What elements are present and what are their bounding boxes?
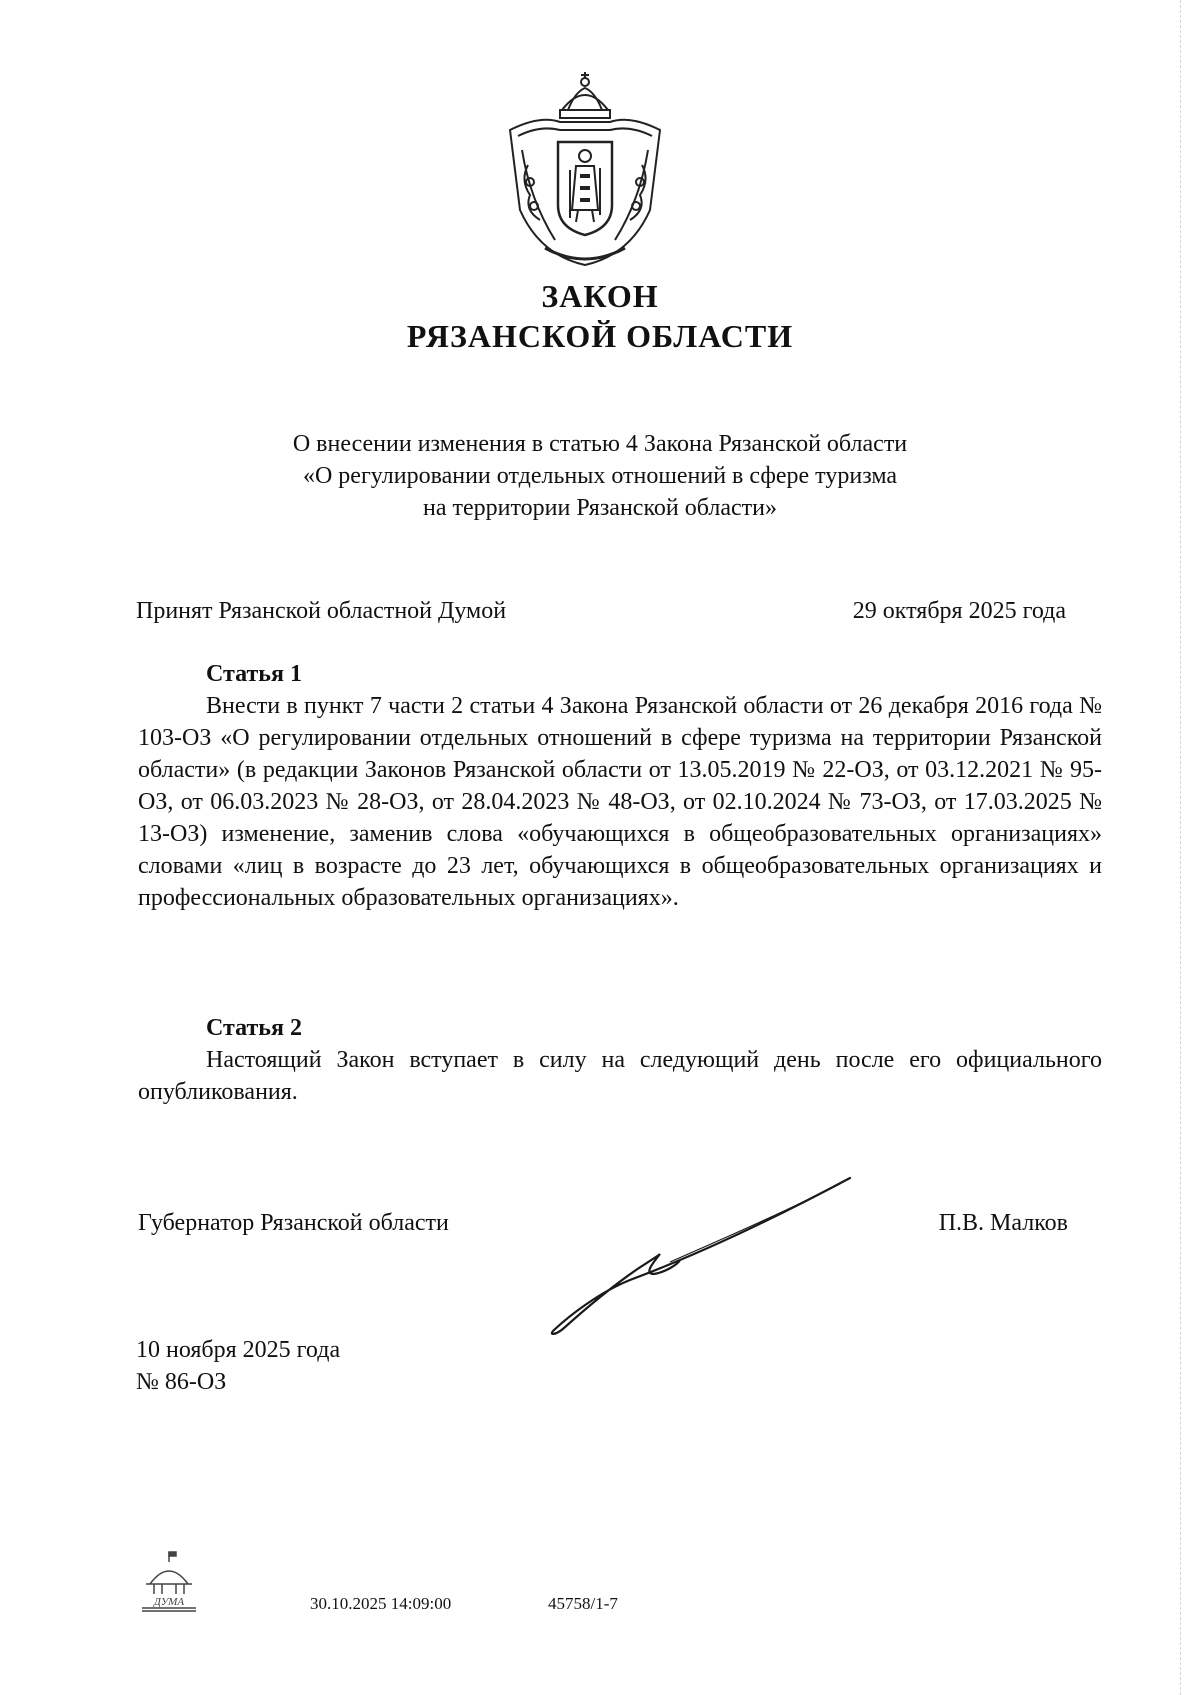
law-number: № 86-ОЗ bbox=[136, 1369, 227, 1395]
signing-date: 10 ноября 2025 года bbox=[136, 1337, 341, 1363]
signatory-name: П.В. Малков bbox=[938, 1210, 1068, 1236]
article-1-text: Внести в пункт 7 части 2 статьи 4 Закона Рязанской области от 26 декабря 2016 года № 103-ОЗ «О регулировании отдельных отношений в сфере туризма на территории Рязанской области» (в редакции Законов Рязанской области от 13.05.2019 № 22-ОЗ, от 03.12.2021 № 95-ОЗ, от 06.03.2023 № 28-ОЗ, от 28.04.2023 № 48-ОЗ, от 02.10.2024 № 73-ОЗ, от 17.03.2025 № 13-ОЗ) изменение, заменив слова «обучающихся в общеобразовательных организациях» словами «лиц в возрасте до 23 лет, обучающихся в общеобразовательных организациях и профессиональных образовательных организациях». bbox=[138, 693, 1102, 911]
subject-line-2: «О регулировании отдельных отношений в сфере туризма bbox=[302, 463, 898, 489]
law-title-line-1: ЗАКОН bbox=[541, 278, 659, 314]
subject-line-3: на территории Рязанской области» bbox=[423, 495, 777, 521]
footer-reg-number: 45758/1-7 bbox=[548, 1594, 618, 1613]
article-2-text: Настоящий Закон вступает в силу на следующий день после его официального опубликования. bbox=[138, 1047, 1102, 1105]
duma-logo-icon bbox=[136, 1550, 202, 1616]
adoption-label: Принят Рязанской областной Думой bbox=[136, 598, 507, 624]
signatory-position: Губернатор Рязанской области bbox=[138, 1210, 449, 1236]
handwritten-signature bbox=[540, 1170, 860, 1340]
adoption-date: 29 октября 2025 года bbox=[852, 598, 1066, 624]
subject-line-1: О внесении изменения в статью 4 Закона Рязанской области bbox=[292, 431, 908, 457]
scan-edge-line bbox=[1180, 0, 1182, 1695]
law-subject bbox=[0, 428, 1200, 524]
duma-logo-text: ДУМА bbox=[153, 1596, 185, 1608]
article-2-heading: Статья 2 bbox=[206, 1015, 302, 1041]
law-title-line-2: РЯЗАНСКОЙ ОБЛАСТИ bbox=[406, 318, 794, 354]
adoption-line bbox=[136, 595, 1066, 627]
article-1-heading: Статья 1 bbox=[206, 661, 302, 687]
signing-details bbox=[136, 1334, 340, 1398]
ryazan-coat-of-arms-emblem bbox=[500, 70, 670, 270]
footer-timestamp: 30.10.2025 14:09:00 bbox=[310, 1594, 452, 1613]
